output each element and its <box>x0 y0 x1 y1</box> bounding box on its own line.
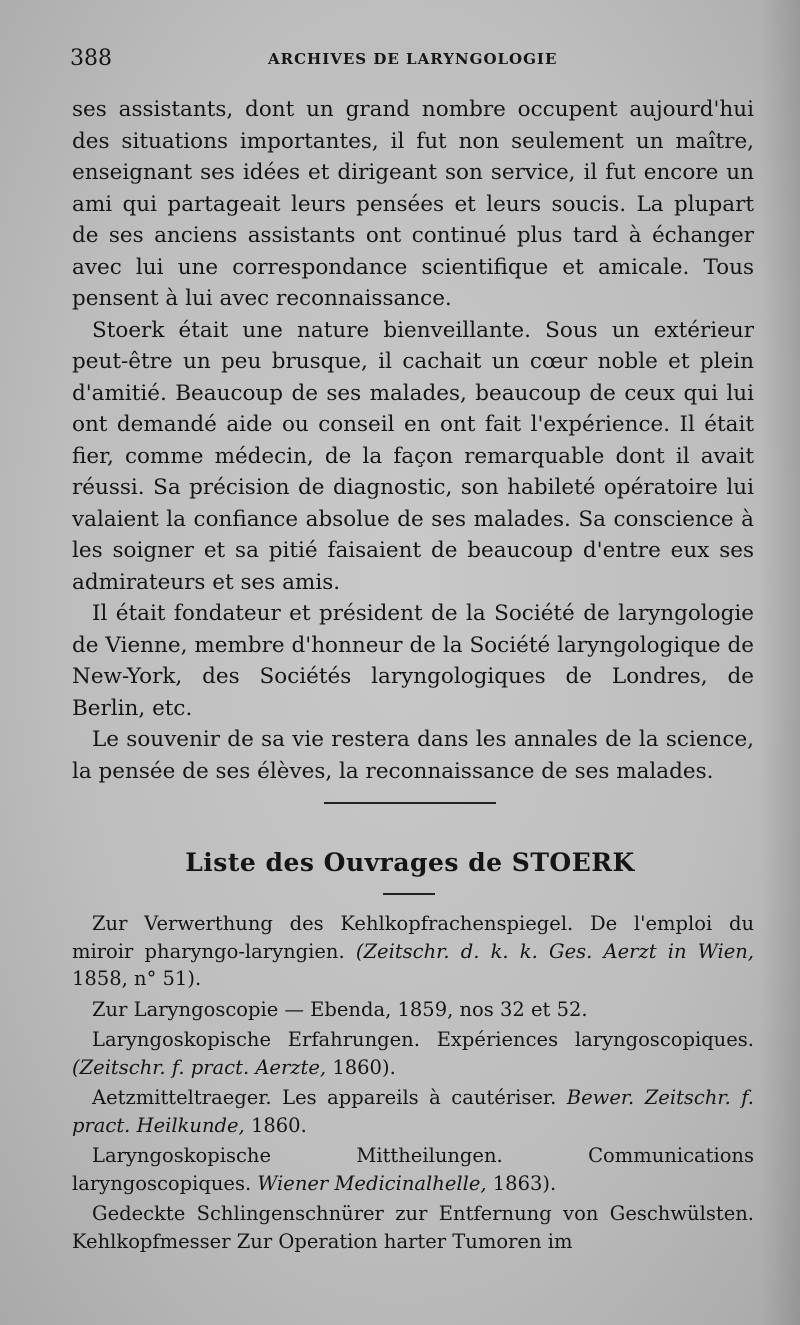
paragraph: Il était fondateur et président de la Société de laryngologie de Vienne, membre d'honneur de la Société laryngologique de New-York, des Sociétés laryngologiques de Londres, de Berlin, etc. <box>72 601 754 721</box>
bibliography-entry <box>72 1026 754 1081</box>
entry-source: Wiener Medicinalhelle, <box>257 1171 487 1195</box>
title-underline <box>383 893 435 895</box>
running-title: ARCHIVES DE LARYNGOLOGIE <box>268 50 558 68</box>
entry-tail: 1863). <box>486 1171 557 1195</box>
entry-source: (Zeitschr. d. k. k. Ges. Aerzt in Wien, <box>355 939 754 963</box>
entry-text: Zur Laryngoscopie — Ebenda, 1859, nos 32 et 52. <box>92 997 588 1021</box>
page-number: 388 <box>70 46 112 71</box>
bibliography-entry <box>72 1200 754 1255</box>
body-text <box>72 94 754 787</box>
entry-text: Laryngoskopische Mittheilungen. Communications laryngoscopiques. <box>72 1144 754 1195</box>
bibliography-entry <box>72 910 754 993</box>
entry-text: Gedeckte Schlingenschnürer zur Entfernung von Geschwülsten. Kehlkopfmesser Zur Operation harter Tumoren im <box>72 1202 754 1253</box>
bibliography-entry <box>72 1142 754 1197</box>
section-divider <box>324 802 496 804</box>
paragraph: Le souvenir de sa vie restera dans les annales de la science, la pensée de ses élèves, la reconnaissance de ses malades. <box>72 727 754 784</box>
entry-tail: 1858, n° 51). <box>72 967 202 990</box>
entry-text: Aetzmitteltraeger. Les appareils à cautériser. <box>92 1086 567 1109</box>
entry-source: (Zeitschr. f. pract. Aerzte, <box>72 1055 327 1079</box>
page-header <box>70 46 750 76</box>
bibliography-entry <box>72 1084 754 1139</box>
paragraph: ses assistants, dont un grand nombre occupent aujourd'hui des situations importantes, il fut non seulement un maître, enseignant ses idées et dirigeant son service, il fut encore un ami qui partageait leurs pensées et leurs soucis. La plupart de ses anciens assistants ont continué plus tard à échanger avec lui une correspondance scientifique et amicale. Tous pensent à lui avec reconnaissance. <box>72 97 754 311</box>
section-title: Liste des Ouvrages de STOERK <box>185 848 635 877</box>
entry-text: Zur Verwerthung des Kehlkopfrachenspiegel. De l'emploi du miroir pharyngo-laryngien. <box>72 912 754 963</box>
entry-source: Bewer. Zeitschr. f. pract. Heilkunde, <box>72 1086 755 1137</box>
bibliography <box>72 910 754 1258</box>
entry-tail: 1860. <box>244 1113 307 1137</box>
entry-tail: 1860). <box>326 1055 396 1079</box>
paragraph: Stoerk était une nature bienveillante. Sous un extérieur peut-être un peu brusque, il cachait un cœur noble et plein d'amitié. Beaucoup de ses malades, beaucoup de ceux qui lui ont demandé aide ou conseil en ont fait l'expérience. Il était fier, comme médecin, de la façon remarquable dont il avait réussi. Sa précision de diagnostic, son habileté opératoire lui valaient la confiance absolue de ses malades. Sa conscience à les soigner et sa pitié faisaient de beaucoup d'entre eux ses admirateurs et ses amis. <box>72 317 754 595</box>
entry-text: Laryngoskopische Erfahrungen. Expériences laryngoscopiques. <box>92 1028 754 1051</box>
page-edge-shadow <box>760 0 800 1325</box>
bibliography-entry <box>72 996 754 1024</box>
